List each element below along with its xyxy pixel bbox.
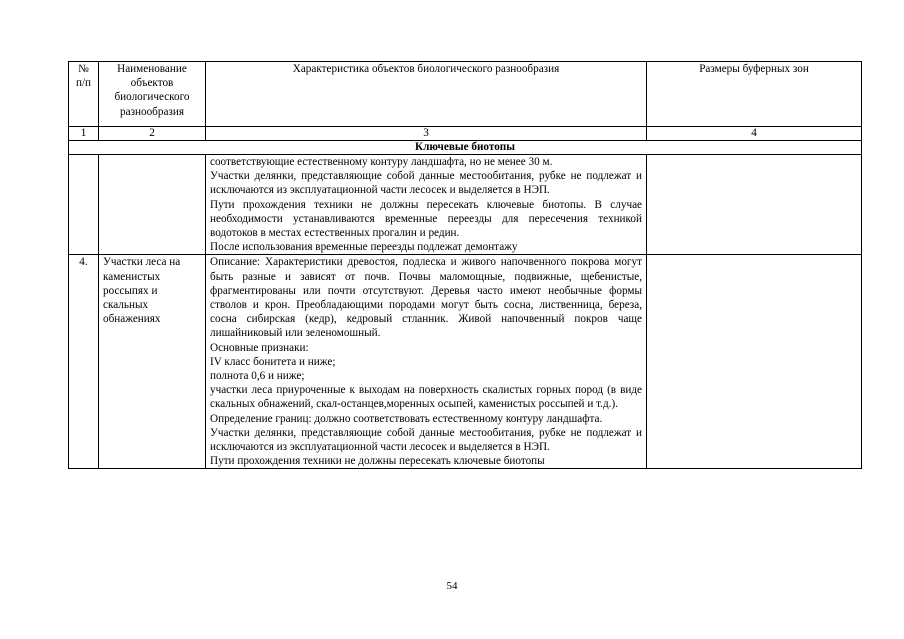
row-object-name: Участки леса на каменистых россыпях и скальных обнажениях [99, 255, 206, 469]
table-row-continuation [69, 155, 862, 255]
row-buffer-zone [647, 255, 862, 469]
biodiversity-table [68, 61, 862, 469]
row-number: 4. [69, 255, 99, 469]
row-buffer-zone [647, 155, 862, 255]
description-paragraph: Участки делянки, представляющие собой данные местообитания, рубке не подлежат и исключаются из эксплуатационной части лесосек и выделяется в НЭП. [210, 426, 642, 454]
header-row [69, 62, 862, 127]
description-paragraph: Определение границ: должно соответствовать естественному контуру ландшафта. [210, 412, 603, 425]
row-object-name [99, 155, 206, 255]
column-number: 3 [206, 127, 647, 141]
description-paragraph: Пути прохождения техники не должны пересекать ключевые биотопы [210, 455, 545, 468]
header-characteristics: Характеристика объектов биологического разнообразия [206, 62, 647, 127]
header-number: № п/п [69, 62, 99, 127]
description-paragraph: Основные признаки: [210, 341, 309, 354]
column-number: 4 [647, 127, 862, 141]
column-number: 2 [99, 127, 206, 141]
table-row-4 [69, 255, 862, 469]
row-number [69, 155, 99, 255]
page-number: 54 [446, 580, 458, 592]
description-paragraph: Пути прохождения техники не должны пересекать ключевые биотопы. В случае необходимости устанавливаются временные переезды для пересечения техникой водотоков в местах естественных прогалин и редин. [210, 198, 642, 240]
description-paragraph: Описание: Характеристики древостоя, подлеска и живого напочвенного покрова могут быть разные и зависят от почв. Почвы маломощные, подвижные, щебенистые, фрагментированы или почти отсутствуют. Деревья часто имеют необычные формы стволов и крон. Преобладающими породами могут быть сосна, лиственница, береза, сосна сибирская (кедр), кедровый стланник. Живой напочвенный покров чаще лишайниковый или зеленомошный. [210, 256, 642, 340]
header-buffer-zones: Размеры буферных зон [647, 62, 862, 127]
section-title: Ключевые биотопы [69, 141, 862, 155]
description-paragraph: После использования временные переезды подлежат демонтажу [210, 241, 518, 254]
description-paragraph: IV класс бонитета и ниже; [210, 355, 336, 368]
description-paragraph: полнота 0,6 и ниже; [210, 370, 305, 383]
description-paragraph: Участки делянки, представляющие собой данные местообитания, рубке не подлежат и исключаются из эксплуатационной части лесосек и выделяется в НЭП. [210, 170, 642, 197]
column-number-row [69, 127, 862, 141]
row-description [206, 155, 647, 255]
column-number: 1 [69, 127, 99, 141]
row-description [206, 255, 647, 469]
description-paragraph: соответствующие естественному контуру ландшафта, но не менее 30 м. [210, 156, 553, 168]
section-row [69, 141, 862, 155]
header-object-name: Наименование объектов биологического разнообразия [99, 62, 206, 127]
description-paragraph: участки леса приуроченные к выходам на поверхность скалистых горных пород (в виде скальных обнажений, скал-останцев,моренных осыпей, каменистых россыпей и т.д.). [210, 384, 642, 411]
